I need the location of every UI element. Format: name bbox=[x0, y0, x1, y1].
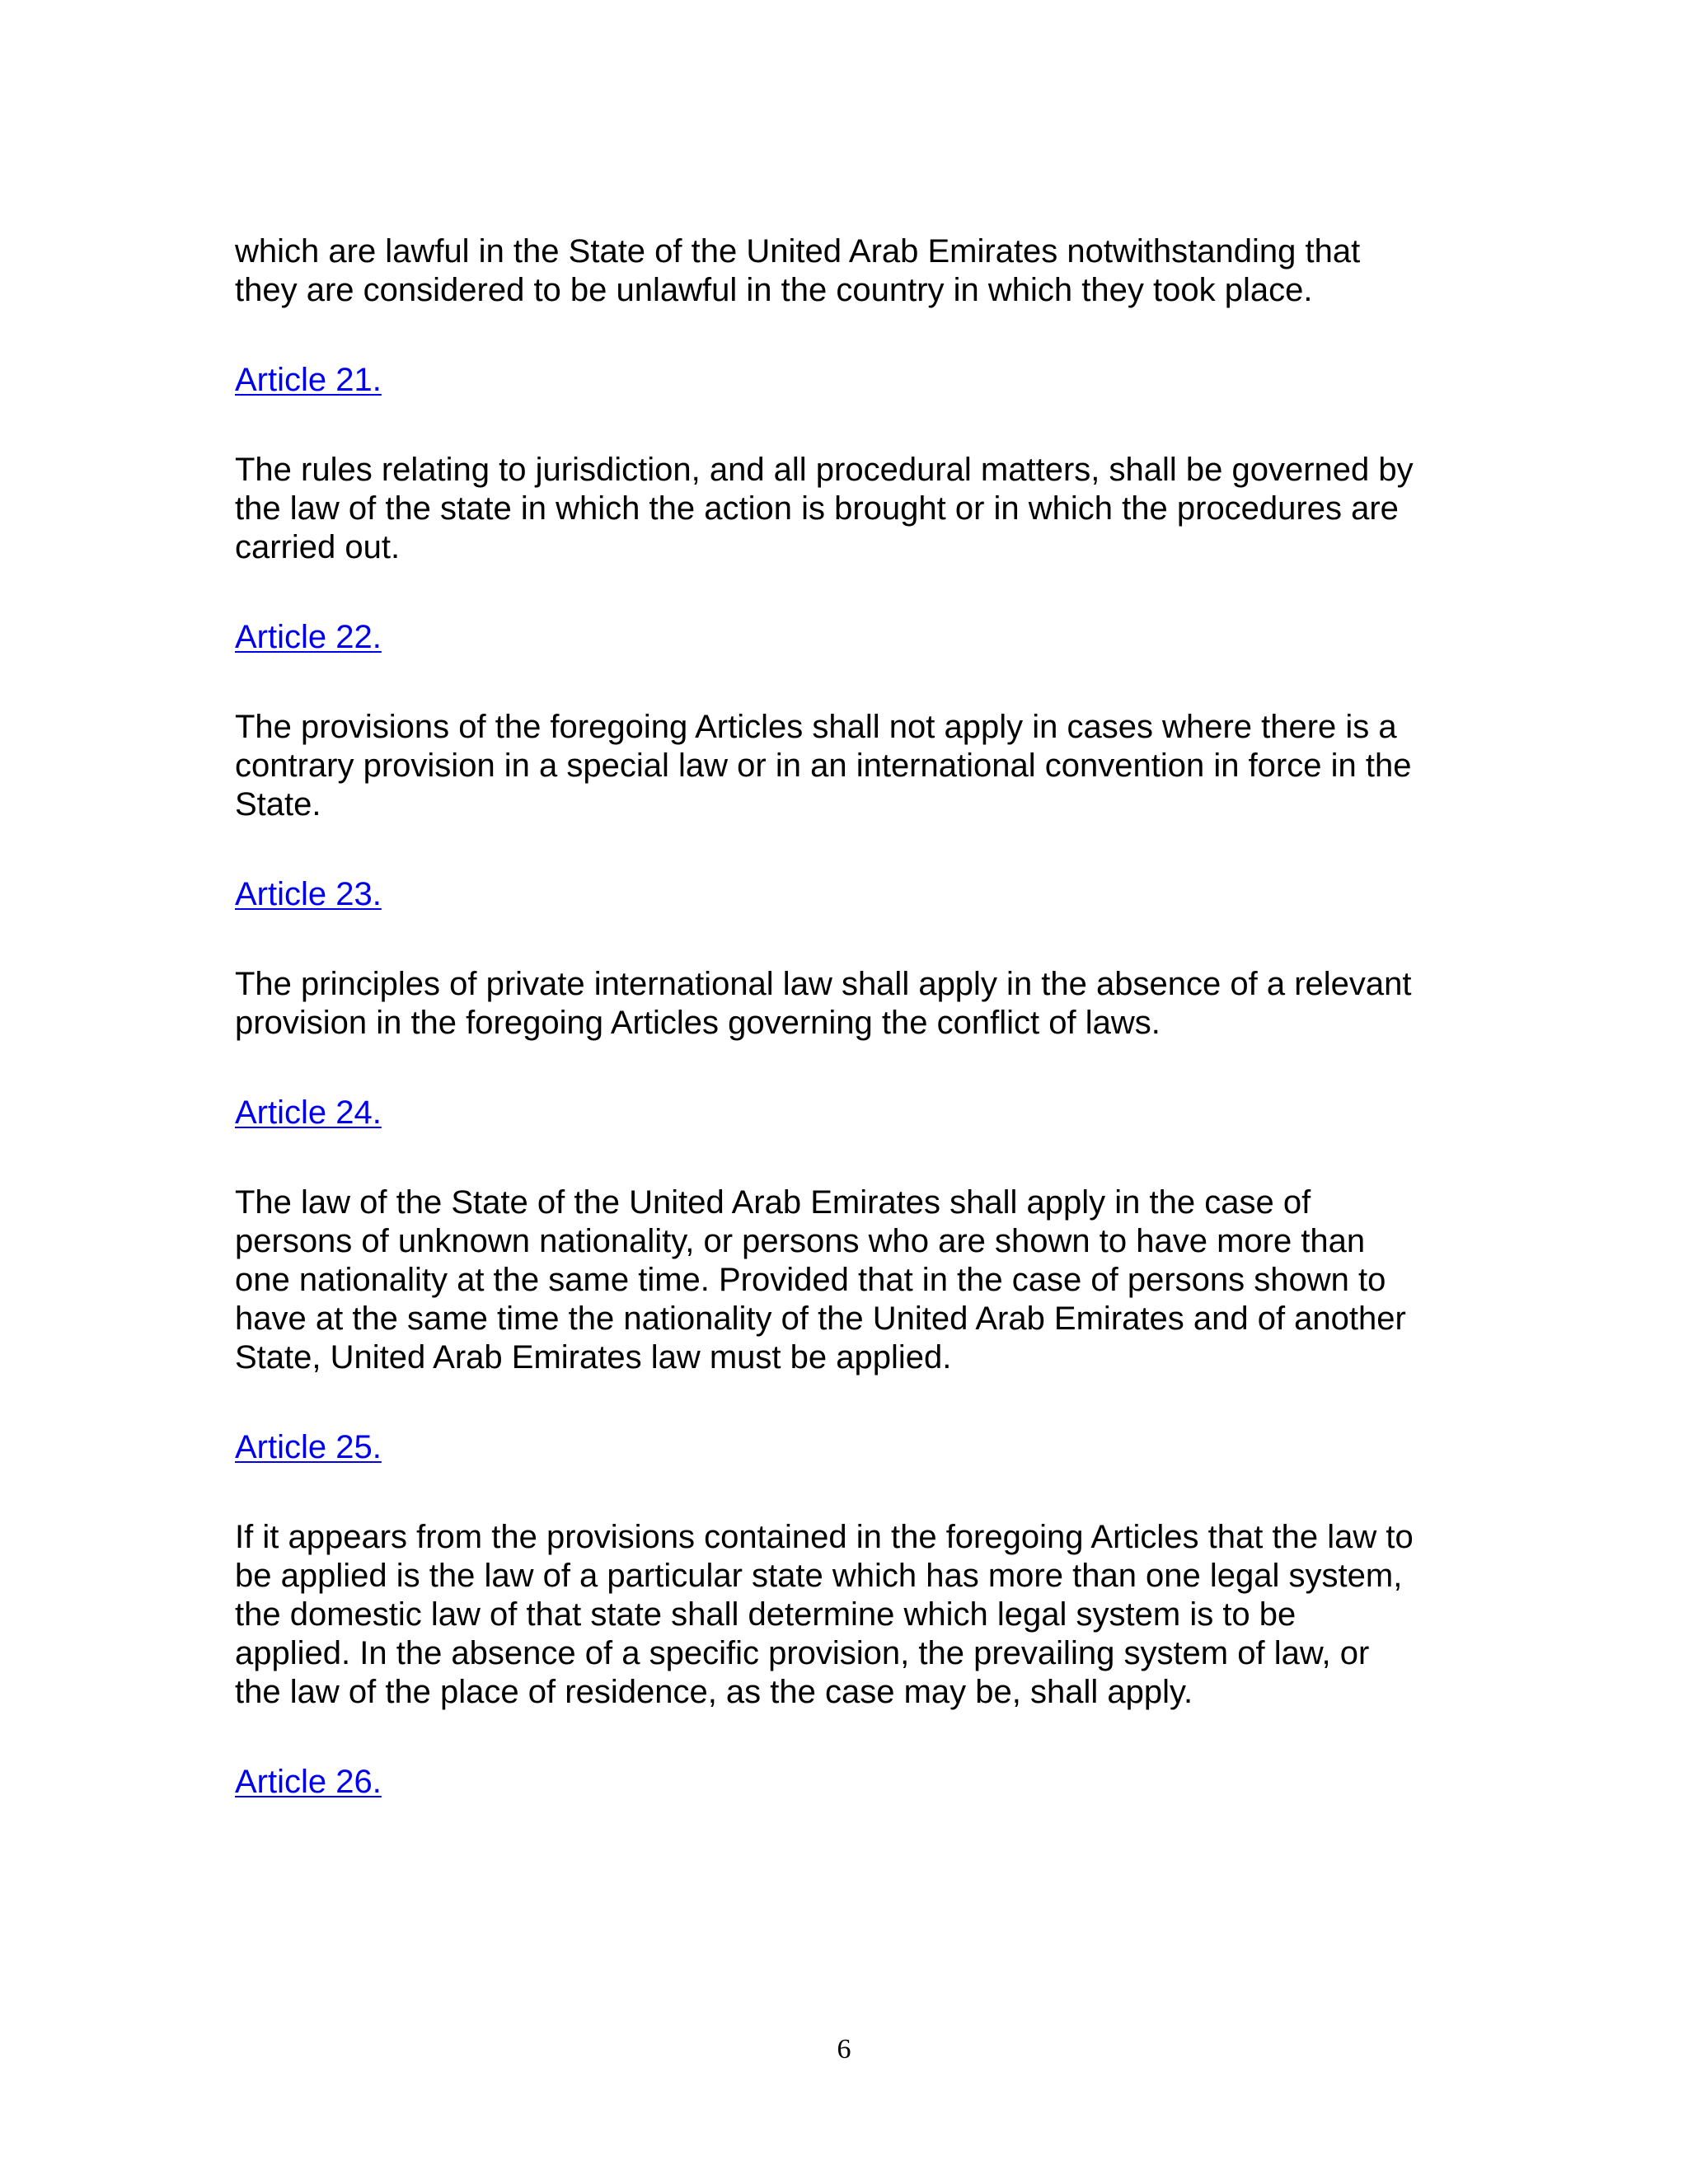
article-25-link[interactable]: Article 25. bbox=[235, 1429, 382, 1465]
paragraph-line: the domestic law of that state shall determine which legal system is to be bbox=[235, 1596, 1296, 1633]
body-paragraph bbox=[235, 1183, 1455, 1377]
paragraph-line: the law of the state in which the action is brought or in which the procedures are bbox=[235, 490, 1399, 527]
paragraph-line: be applied is the law of a particular state which has more than one legal system, bbox=[235, 1558, 1403, 1594]
paragraph-line: have at the same time the nationality of the United Arab Emirates and of another bbox=[235, 1301, 1406, 1337]
article-22-link[interactable]: Article 22. bbox=[235, 619, 382, 655]
paragraph-line: provision in the foregoing Articles governing the conflict of laws. bbox=[235, 1005, 1160, 1041]
paragraph-line: If it appears from the provisions contained in the foregoing Articles that the law to bbox=[235, 1519, 1414, 1555]
page-number: 6 bbox=[837, 2034, 851, 2064]
paragraph-line: applied. In the absence of a specific provision, the prevailing system of law, or bbox=[235, 1635, 1370, 1671]
paragraph-line: carried out. bbox=[235, 529, 401, 565]
article-26-link[interactable]: Article 26. bbox=[235, 1764, 382, 1800]
paragraph-line: the law of the place of residence, as the case may be, shall apply. bbox=[235, 1674, 1193, 1710]
paragraph-line: The provisions of the foregoing Articles shall not apply in cases where there is a bbox=[235, 709, 1397, 745]
body-paragraph bbox=[235, 965, 1455, 1043]
article-24-link[interactable]: Article 24. bbox=[235, 1094, 382, 1131]
paragraph-line: State. bbox=[235, 786, 321, 823]
paragraph-line: which are lawful in the State of the United Arab Emirates notwithstanding that bbox=[235, 233, 1361, 269]
paragraph-line: State, United Arab Emirates law must be applied. bbox=[235, 1339, 952, 1376]
document-body bbox=[235, 232, 1455, 1853]
paragraph-line: The principles of private international law shall apply in the absence of a relevant bbox=[235, 966, 1412, 1002]
body-paragraph bbox=[235, 708, 1455, 824]
body-paragraph bbox=[235, 451, 1455, 567]
paragraph-line: persons of unknown nationality, or persons who are shown to have more than bbox=[235, 1223, 1366, 1259]
paragraph-line: The rules relating to jurisdiction, and all procedural matters, shall be governed by bbox=[235, 452, 1414, 488]
article-21-link[interactable]: Article 21. bbox=[235, 362, 382, 398]
paragraph-line: they are considered to be unlawful in the country in which they took place. bbox=[235, 272, 1313, 308]
body-paragraph bbox=[235, 232, 1455, 310]
body-paragraph bbox=[235, 1518, 1455, 1712]
paragraph-line: contrary provision in a special law or in an international convention in force in the bbox=[235, 748, 1412, 784]
paragraph-line: The law of the State of the United Arab Emirates shall apply in the case of bbox=[235, 1184, 1311, 1221]
paragraph-line: one nationality at the same time. Provided that in the case of persons shown to bbox=[235, 1262, 1386, 1298]
article-23-link[interactable]: Article 23. bbox=[235, 876, 382, 912]
